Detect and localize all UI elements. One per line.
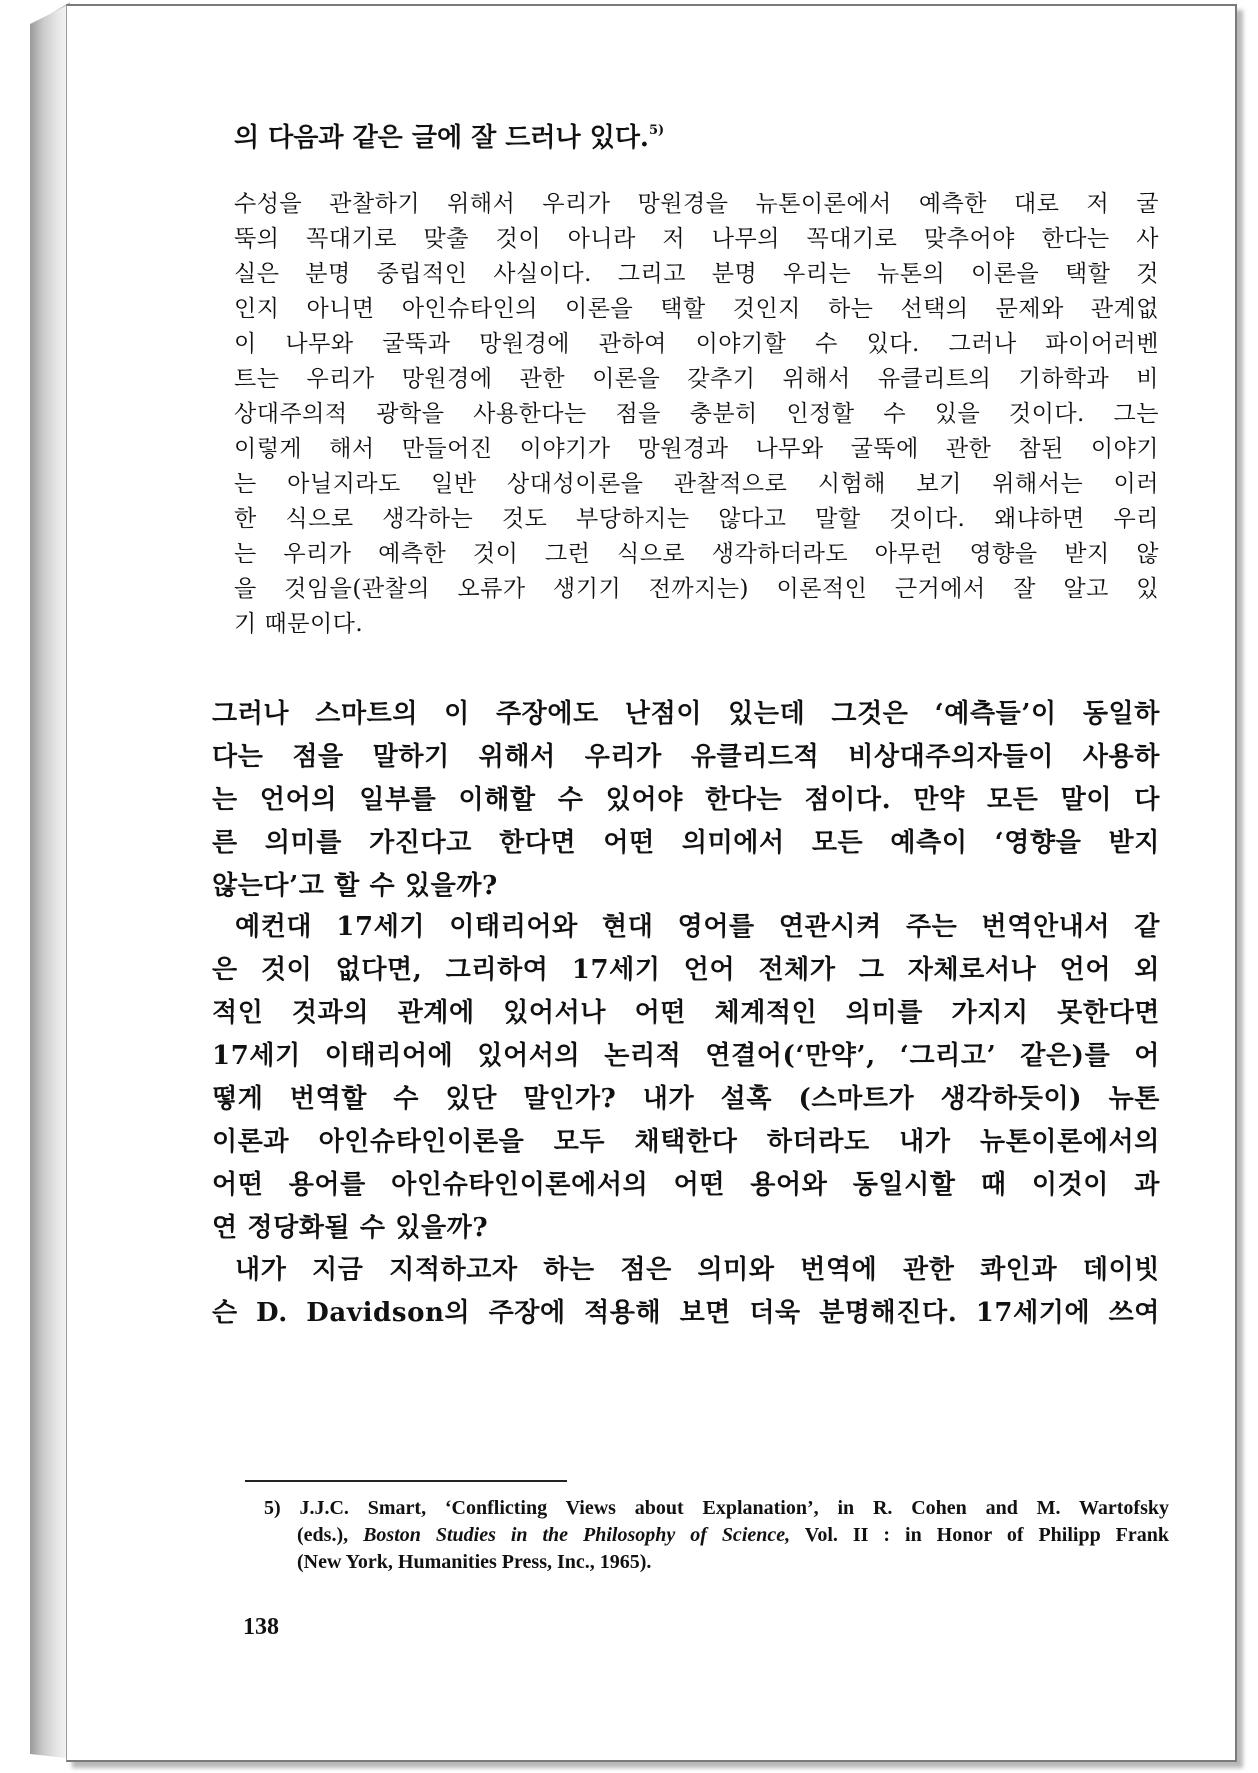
quote-line: 수성을 관찰하기 위해서 우리가 망원경을 뉴톤이론에서 예측한 대로 저 굴	[234, 191, 1159, 217]
footnote-eds: (eds.),	[297, 1524, 349, 1546]
body-line: 슨 D. Davidson의 주장에 적용해 보면 더욱 분명해진다. 17세기에 쓰여	[212, 1298, 1160, 1328]
body-line: 연 정당화될 수 있을까?	[212, 1213, 489, 1243]
body-line: 떻게 번역할 수 있단 말인가? 내가 설혹 (스마트가 생각하듯이) 뉴톤	[212, 1084, 1160, 1114]
quote-line: 기 때문이다.	[234, 611, 364, 637]
page	[66, 4, 1237, 1762]
quote-line: 트는 우리가 망원경에 관한 이론을 갖추기 위해서 유클리트의 기하학과 비	[234, 366, 1159, 392]
body-line: 른 의미를 가진다고 한다면 어떤 의미에서 모든 예측이 ‘영향을 받지	[212, 828, 1160, 858]
body-line: 어떤 용어를 아인슈타인이론에서의 어떤 용어와 동일시할 때 이것이 과	[212, 1170, 1160, 1200]
quote-line: 뚝의 꼭대기로 맞출 것이 아니라 저 나무의 꼭대기로 맞추어야 한다는 사	[234, 226, 1159, 252]
quote-line: 이 나무와 굴뚝과 망원경에 관하여 이야기할 수 있다. 그러나 파이어러벤	[234, 331, 1159, 357]
body-line: 다는 점을 말하기 위해서 우리가 유클리드적 비상대주의자들이 사용하	[212, 742, 1160, 772]
footnote-marker: 5)	[649, 123, 665, 138]
footnote-line: 5) J.J.C. Smart, ‘Conflicting Views about Explanation’, in R. Cohen and M. Wartofsky	[264, 1497, 1169, 1519]
quote-line: 한 식으로 생각하는 것도 부당하지는 않다고 말할 것이다. 왜냐하면 우리	[234, 506, 1159, 532]
footnote-rule	[245, 1480, 567, 1482]
body-line: 내가 지금 지적하고자 하는 점은 의미와 번역에 관한 콰인과 데이빗	[235, 1255, 1160, 1285]
quote-line: 는 우리가 예측한 것이 그런 식으로 생각하더라도 아무런 영향을 받지 않	[234, 541, 1159, 567]
footnote-line	[297, 1525, 1169, 1545]
quote-line: 인지 아니면 아인슈타인의 이론을 택할 것인지 하는 선택의 문제와 관계없	[234, 296, 1159, 322]
body-line: 이론과 아인슈타인이론을 모두 채택한다 하더라도 내가 뉴톤이론에서의	[212, 1127, 1160, 1157]
opening-line	[234, 124, 704, 151]
page-stack-edge	[30, 6, 66, 1758]
body-line: 그러나 스마트의 이 주장에도 난점이 있는데 그것은 ‘예측들’이 동일하	[212, 699, 1160, 729]
body-line: 는 언어의 일부를 이해할 수 있어야 한다는 점이다. 만약 모든 말이 다	[212, 785, 1160, 815]
quote-line: 을 것임을(관찰의 오류가 생기기 전까지는) 이론적인 근거에서 잘 알고 있	[234, 576, 1159, 602]
opening-line-text: 의 다음과 같은 글에 잘 드러나 있다.	[234, 123, 649, 153]
footnote-book-title: Boston Studies in the Philosophy of Science,	[363, 1524, 791, 1546]
body-line: 예컨대 17세기 이태리어와 현대 영어를 연관시켜 주는 번역안내서 같	[235, 912, 1160, 942]
body-line: 않는다’고 할 수 있을까?	[212, 871, 498, 901]
footnote-line: (New York, Humanities Press, Inc., 1965).	[297, 1551, 652, 1573]
quote-line: 이렇게 해서 만들어진 이야기가 망원경과 나무와 굴뚝에 관한 참된 이야기	[234, 436, 1159, 462]
footnote-volume: Vol. II : in Honor of Philipp Frank	[804, 1524, 1170, 1546]
body-line: 17세기 이태리어에 있어서의 논리적 연결어(‘만약’, ‘그리고’ 같은)를 어	[212, 1041, 1160, 1071]
quote-line: 실은 분명 중립적인 사실이다. 그리고 분명 우리는 뉴톤의 이론을 택할 것	[234, 261, 1159, 287]
quote-line: 상대주의적 광학을 사용한다는 점을 충분히 인정할 수 있을 것이다. 그는	[234, 401, 1159, 427]
body-line: 적인 것과의 관계에 있어서나 어떤 체계적인 의미를 가지지 못한다면	[212, 998, 1160, 1028]
page-number: 138	[243, 1614, 279, 1640]
body-line: 은 것이 없다면, 그리하여 17세기 언어 전체가 그 자체로서나 언어 외	[212, 955, 1160, 985]
quote-line: 는 아닐지라도 일반 상대성이론을 관찰적으로 시험해 보기 위해서는 이러	[234, 471, 1159, 497]
